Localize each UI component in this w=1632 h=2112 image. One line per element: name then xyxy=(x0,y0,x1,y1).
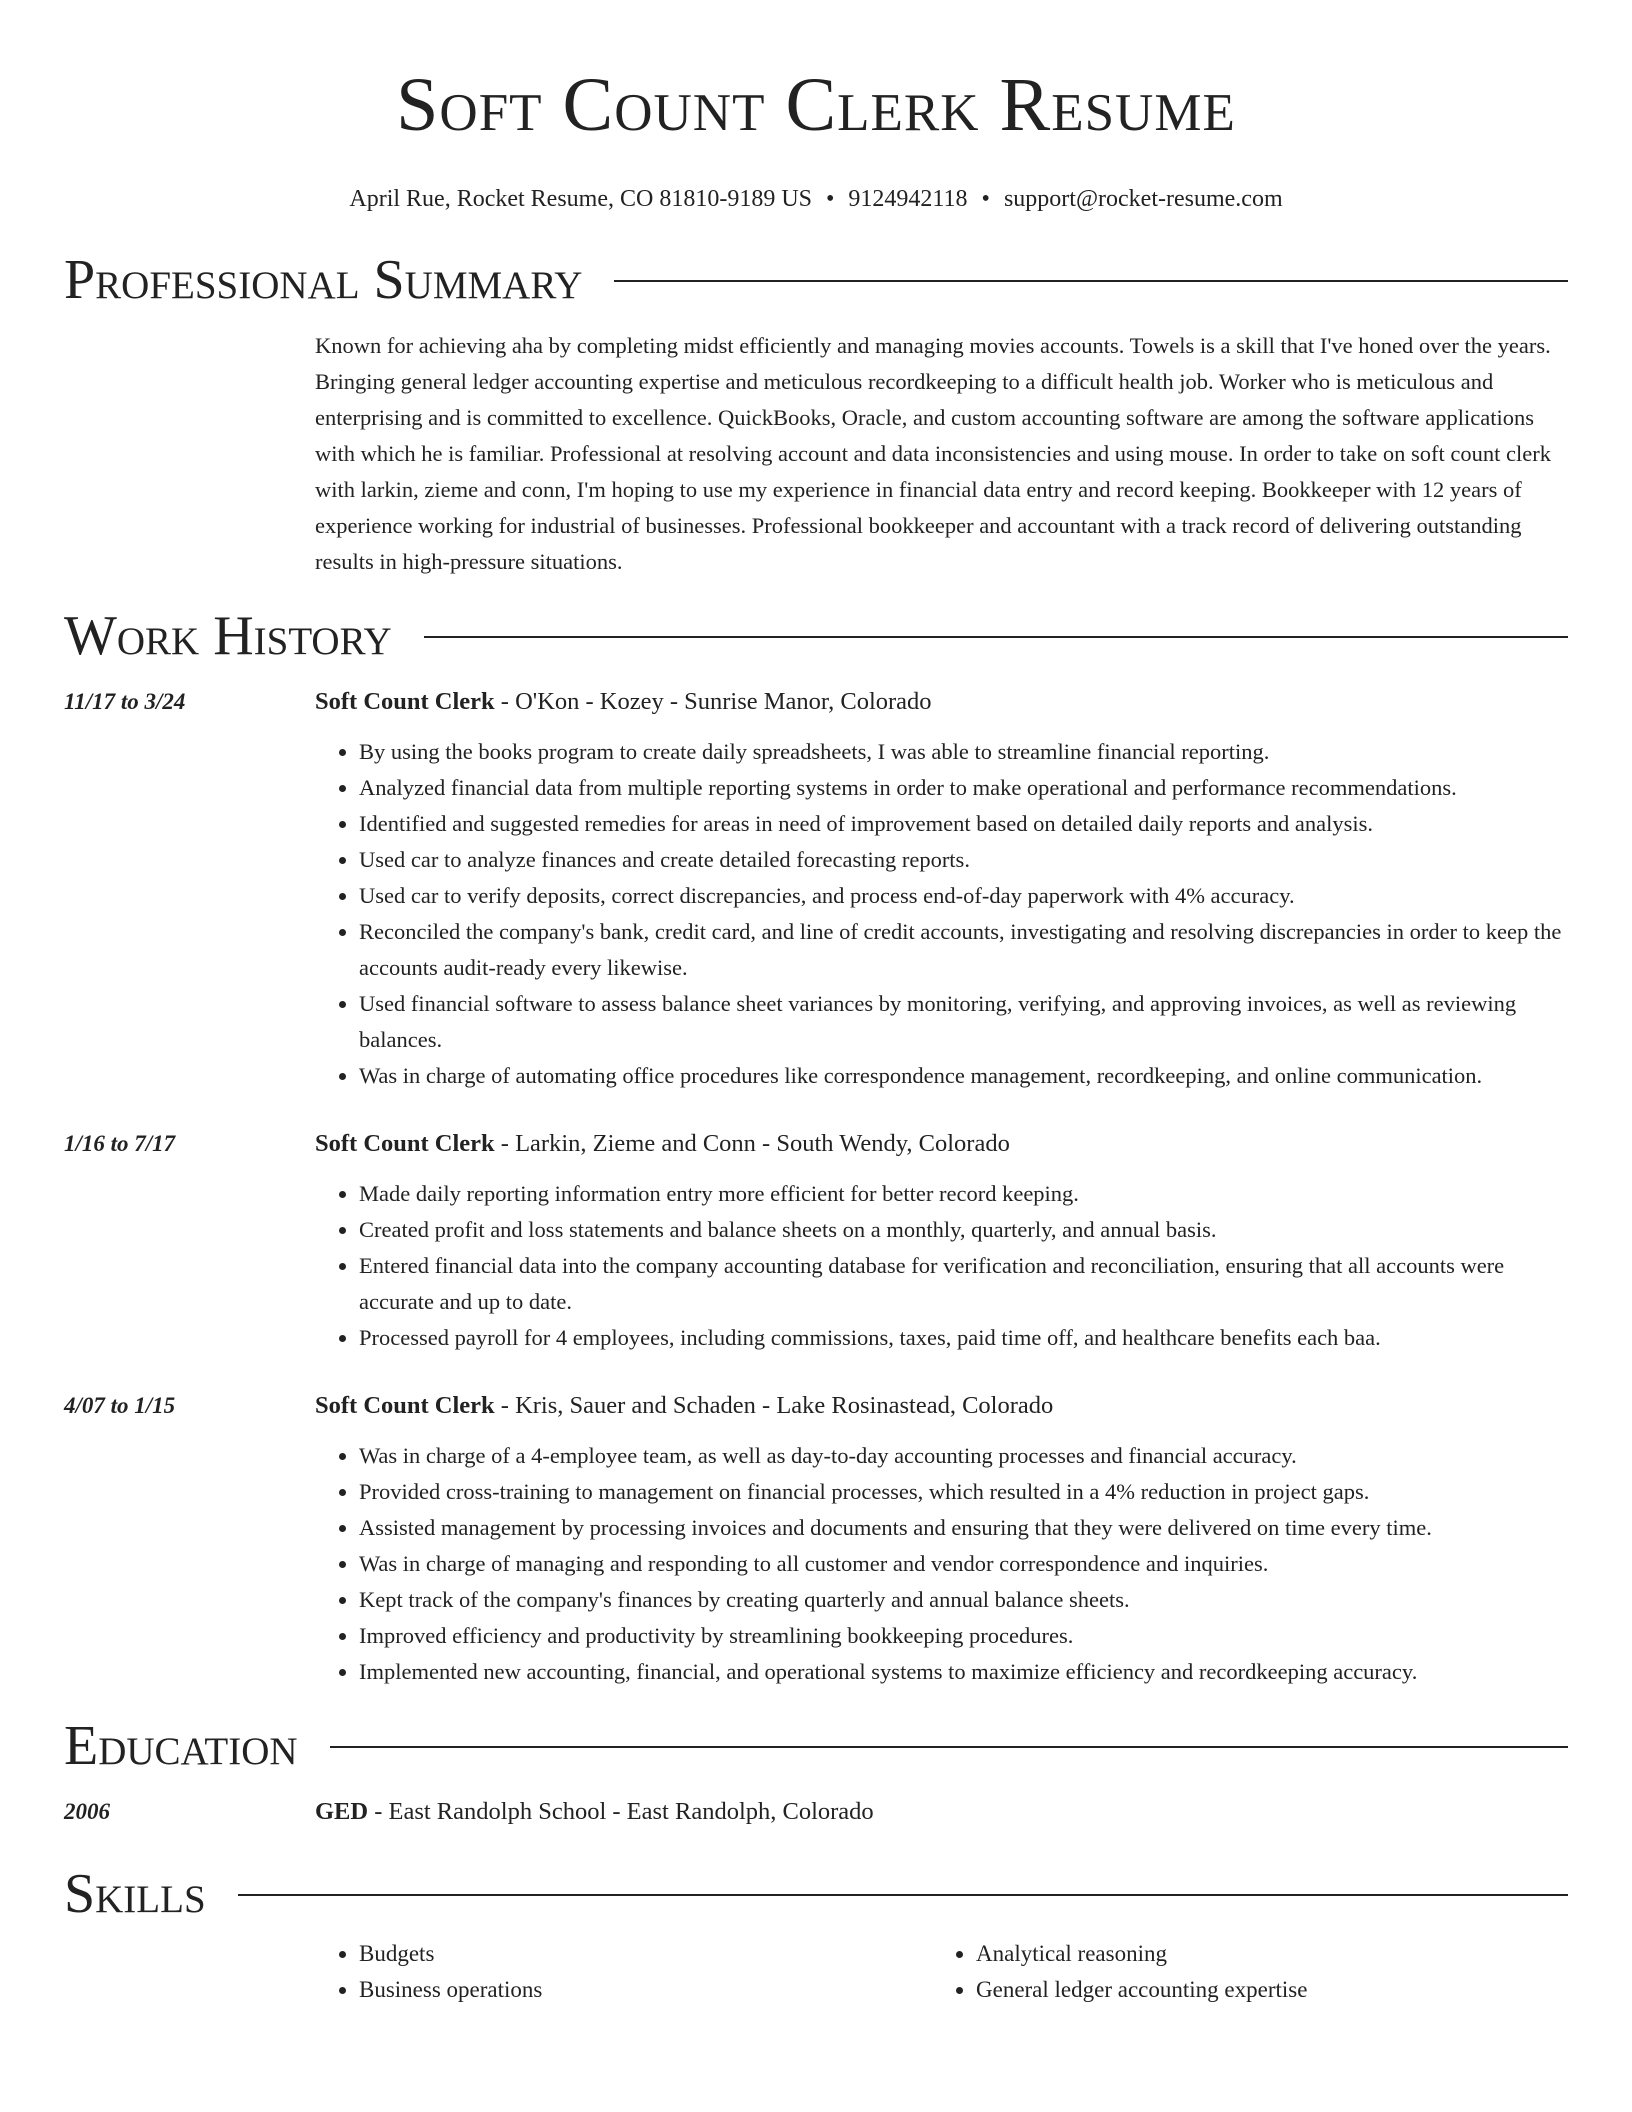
summary-heading: Professional Summary xyxy=(64,249,583,311)
summary-text: Known for achieving aha by completing midst efficiently and managing movies accounts. Towels is a skill that I've honed over the years. Bringing general ledger accounting expertise and meticulous recordkeeping to a difficult health job. Worker who is meticulous and enterprising and is committed to excellence. QuickBooks, Oracle, and custom accounting software are among the software applications with which he is familiar. Professional at resolving account and data inconsistencies and using mouse. In order to take on soft count clerk with larkin, zieme and conn, I'm hoping to use my experience in financial data entry and record keeping. Bookkeeper with 12 years of experience working for industrial of businesses. Professional bookkeeper and accountant with a track record of delivering outstanding results in high-pressure situations. xyxy=(315,333,1551,574)
work-headline xyxy=(315,1386,1568,1426)
job-details: - Larkin, Zieme and Conn - South Wendy, Colorado xyxy=(494,1130,1010,1157)
section-divider xyxy=(424,636,1568,638)
job-bullet: • Processed payroll for 4 employees, including commissions, taxes, paid time off, and healthcare benefits each baa. xyxy=(359,1320,1568,1356)
job-bullet: • Created profit and loss statements and balance sheets on a monthly, quarterly, and annual basis. xyxy=(359,1212,1568,1248)
skills-columns xyxy=(315,1936,1568,2008)
job-role: Soft Count Clerk xyxy=(315,1392,495,1419)
job-bullet: • Implemented new accounting, financial, and operational systems to maximize efficiency and recordkeeping accuracy. xyxy=(359,1654,1568,1690)
work-history-list xyxy=(64,682,1568,1690)
job-bullet: • Assisted management by processing invoices and documents and ensuring that they were delivered on time every time. xyxy=(359,1510,1568,1546)
skill-item: • Budgets xyxy=(359,1936,932,1972)
job-details: - O'Kon - Kozey - Sunrise Manor, Colorado xyxy=(494,688,932,715)
job-bullets xyxy=(315,1176,1568,1356)
skills-list-left xyxy=(315,1936,932,2008)
skills-section-header xyxy=(64,1862,1568,1926)
job-bullet: • Improved efficiency and productivity by streamlining bookkeeping procedures. xyxy=(359,1618,1568,1654)
resume-page xyxy=(64,0,1568,2008)
job-bullet: • Analyzed financial data from multiple reporting systems in order to make operational and performance recommendations. xyxy=(359,770,1568,806)
section-divider xyxy=(614,280,1568,282)
resume-title: Soft Count Clerk Resume xyxy=(396,63,1236,147)
education-year: 2006 xyxy=(64,1799,110,1824)
skill-item: • Analytical reasoning xyxy=(976,1936,1549,1972)
contact-line xyxy=(64,184,1568,214)
work-heading: Work History xyxy=(64,605,392,667)
education-body xyxy=(315,1792,1568,1832)
work-section-header xyxy=(64,604,1568,668)
job-bullets xyxy=(315,1438,1568,1690)
contact-email: support@rocket-resume.com xyxy=(1003,186,1283,212)
contact-phone: 9124942118 xyxy=(848,186,968,212)
contact-separator: • xyxy=(826,186,835,212)
education-details: - East Randolph School - East Randolph, Colorado xyxy=(368,1798,874,1825)
job-bullet: • Kept track of the company's finances by creating quarterly and annual balance sheets. xyxy=(359,1582,1568,1618)
skill-item: • Business operations xyxy=(359,1972,932,2008)
education-heading: Education xyxy=(64,1715,298,1777)
job-role: Soft Count Clerk xyxy=(315,1130,495,1157)
education-line xyxy=(315,1792,1568,1832)
education-entry xyxy=(64,1792,1568,1832)
job-role: Soft Count Clerk xyxy=(315,688,495,715)
summary-section-header xyxy=(64,248,1568,312)
work-body xyxy=(315,1124,1568,1356)
skills-list-right xyxy=(932,1936,1549,2008)
work-entry xyxy=(64,1124,1568,1356)
job-bullet: • Provided cross-training to management on financial processes, which resulted in a 4% reduction in project gaps. xyxy=(359,1474,1568,1510)
contact-address: April Rue, Rocket Resume, CO 81810-9189 US xyxy=(349,186,813,212)
work-body xyxy=(315,1386,1568,1690)
job-bullet: • Used car to verify deposits, correct discrepancies, and process end-of-day paperwork with 4% accuracy. xyxy=(359,878,1568,914)
work-headline xyxy=(315,1124,1568,1164)
work-dates: 11/17 to 3/24 xyxy=(64,689,186,714)
skills-heading: Skills xyxy=(64,1863,206,1925)
work-dates: 1/16 to 7/17 xyxy=(64,1131,176,1156)
job-bullet: • Identified and suggested remedies for areas in need of improvement based on detailed daily reports and analysis. xyxy=(359,806,1568,842)
job-bullets xyxy=(315,734,1568,1094)
job-bullet: • Entered financial data into the company accounting database for verification and reconciliation, ensuring that all accounts were accurate and up to date. xyxy=(359,1248,1568,1320)
contact-separator: • xyxy=(981,186,990,212)
job-bullet: • By using the books program to create daily spreadsheets, I was able to streamline financial reporting. xyxy=(359,734,1568,770)
section-divider xyxy=(330,1746,1568,1748)
job-bullet: • Reconciled the company's bank, credit card, and line of credit accounts, investigating and resolving discrepancies in order to keep the accounts audit-ready every likewise. xyxy=(359,914,1568,986)
job-details: - Kris, Sauer and Schaden - Lake Rosinastead, Colorado xyxy=(494,1392,1054,1419)
job-bullet: • Made daily reporting information entry more efficient for better record keeping. xyxy=(359,1176,1568,1212)
work-body xyxy=(315,682,1568,1094)
section-divider xyxy=(238,1894,1568,1896)
work-dates: 4/07 to 1/15 xyxy=(64,1393,176,1418)
work-entry xyxy=(64,1386,1568,1690)
education-section-header xyxy=(64,1714,1568,1778)
job-bullet: • Used car to analyze finances and create detailed forecasting reports. xyxy=(359,842,1568,878)
job-bullet: • Used financial software to assess balance sheet variances by monitoring, verifying, and approving invoices, as well as reviewing balances. xyxy=(359,986,1568,1058)
work-entry xyxy=(64,682,1568,1094)
job-bullet: • Was in charge of a 4-employee team, as well as day-to-day accounting processes and financial accuracy. xyxy=(359,1438,1568,1474)
job-bullet: • Was in charge of managing and responding to all customer and vendor correspondence and inquiries. xyxy=(359,1546,1568,1582)
work-headline xyxy=(315,682,1568,722)
education-degree: GED xyxy=(315,1798,369,1825)
skill-item: • General ledger accounting expertise xyxy=(976,1972,1549,2008)
job-bullet: • Was in charge of automating office procedures like correspondence management, recordkeeping, and online communication. xyxy=(359,1058,1568,1094)
